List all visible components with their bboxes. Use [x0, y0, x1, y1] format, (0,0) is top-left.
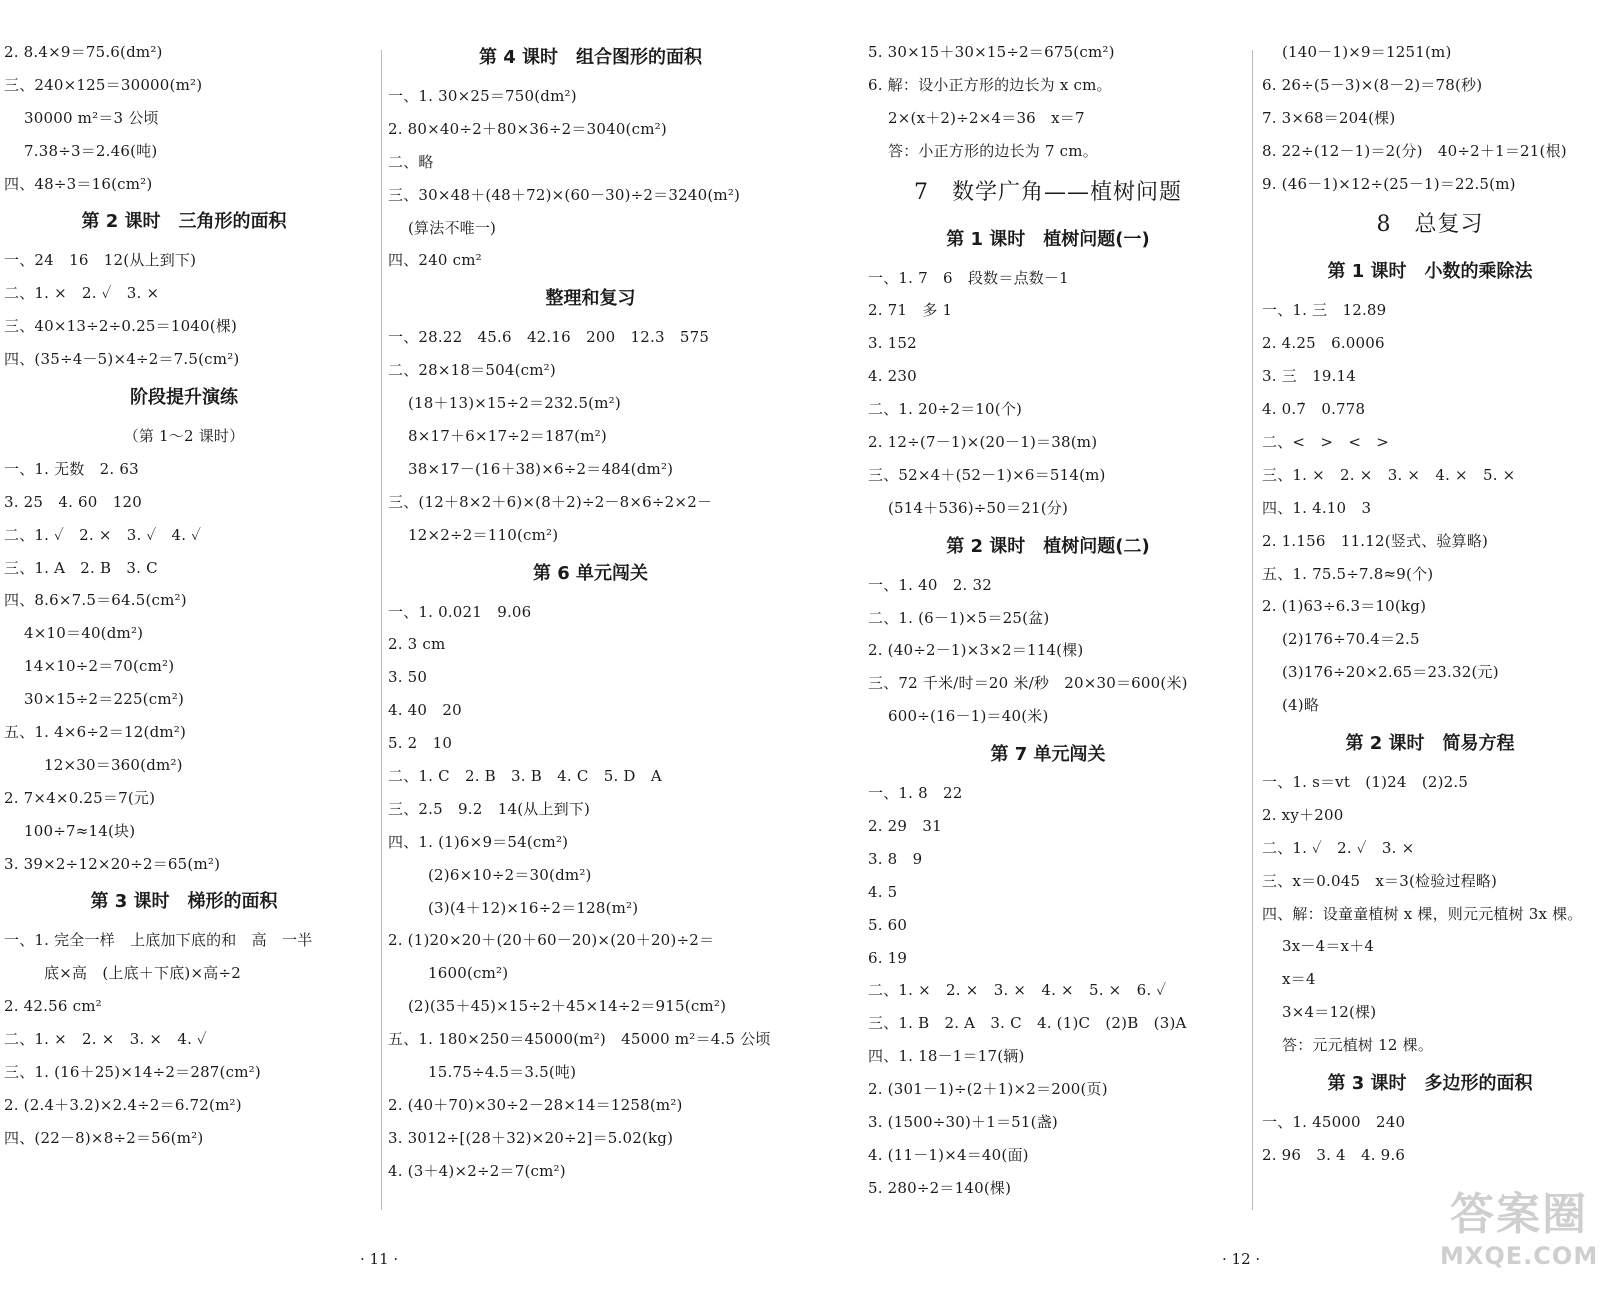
answer-line: 一、1. s＝vt (1)24 (2)2.5: [1262, 773, 1469, 792]
answer-line: 一、1. 8 22: [868, 784, 963, 803]
answer-line: 一、24 16 12(从上到下): [4, 251, 197, 270]
answer-line: 一、1. 三 12.89: [1262, 301, 1387, 320]
watermark-url: MXQE.COM: [1440, 1242, 1599, 1270]
answer-line: 三、1. × 2. × 3. × 4. × 5. ×: [1262, 465, 1516, 484]
answer-line: 四、解：设童童植树 x 棵，则元元植树 3x 棵。: [1262, 904, 1583, 923]
answer-line: 5. 280÷2＝140(棵): [868, 1178, 1012, 1197]
answer-line: 15.75÷4.5＝3.5(吨): [428, 1063, 577, 1082]
answer-line: 4. 0.7̇ 0.778: [1262, 400, 1366, 419]
answer-line: 4. 40 20: [388, 701, 462, 720]
answer-line: 三、(12＋8×2＋6)×(8＋2)÷2－8×6÷2×2－: [388, 492, 713, 511]
answer-line: 100÷7≈14(块): [24, 821, 136, 840]
page-number-left: · 11 ·: [360, 1250, 399, 1268]
answer-line: 3. (1500÷30)＋1＝51(盏): [868, 1113, 1058, 1132]
answer-line: (3)(4＋12)×16÷2＝128(m²): [428, 898, 639, 917]
answer-line: 三、40×13÷2÷0.25＝1040(棵): [4, 317, 238, 336]
answer-line: 一、1. 无数 2. 63: [4, 459, 139, 478]
answer-line: 三、240×125＝30000(m²): [4, 75, 203, 94]
answer-line: 一、1. 30×25＝750(dm²): [388, 87, 577, 105]
section-heading: 第 1 课时 小数的乘除法: [1327, 261, 1533, 283]
answer-line: 四、(22－8)×8÷2＝56(m²): [4, 1128, 204, 1147]
section-heading: 第 3 课时 梯形的面积: [90, 891, 278, 913]
answer-line: 二、1. ✓ 2. ✓ 3. ×: [1262, 838, 1415, 857]
answer-line: 二、1. × 2. ✓ 3. ×: [4, 284, 160, 303]
answer-line: 二、< > < >: [1262, 433, 1390, 452]
answer-line: 二、略: [388, 152, 434, 171]
chapter-title: 8 总复习: [1376, 212, 1484, 238]
answer-line: 2. 96 3. 4 4. 9.6: [1262, 1145, 1406, 1164]
answer-line: 一、28.22 45.6 42.16 200 12.3 575: [388, 328, 710, 347]
answer-line: 2. (40＋70)×30÷2－28×14＝1258(m²): [388, 1095, 683, 1114]
answer-line: 9. (46－1)×12÷(25－1)＝22.5(m): [1262, 174, 1516, 193]
answer-line: 8. 22÷(12－1)＝2(分) 40÷2＋1＝21(根): [1262, 141, 1567, 160]
section-heading: 第 3 课时 多边形的面积: [1327, 1073, 1533, 1095]
answer-line: 三、30×48＋(48＋72)×(60－30)÷2＝3240(m²): [388, 185, 741, 204]
answer-line: 2. (40÷2－1)×3×2＝114(棵): [868, 641, 1084, 660]
answer-line: 4. (3＋4)×2÷2＝7(cm²): [388, 1161, 566, 1180]
answer-line: 4×10＝40(dm²): [24, 624, 144, 643]
answer-line: 4. (11－1)×4＝40(面): [868, 1145, 1029, 1164]
answer-line: 四、8.6×7.5＝64.5(cm²): [4, 591, 187, 610]
answer-line: 6. 19: [868, 948, 908, 967]
answer-line: 2. 42.56 cm²: [4, 997, 102, 1016]
answer-line: (140－1)×9＝1251(m): [1282, 43, 1452, 61]
answer-line: 三、x＝0.045 x＝3(检验过程略): [1262, 871, 1498, 890]
section-heading: 第 2 课时 三角形的面积: [81, 211, 287, 233]
answer-line: 3x－4＝x＋4: [1282, 937, 1375, 956]
answer-line: 四、240 cm²: [388, 251, 482, 270]
answer-line: 三、2.5 9.2 14(从上到下): [388, 799, 591, 818]
answer-line: 2. (301－1)÷(2＋1)×2＝200(页): [868, 1080, 1108, 1099]
answer-line: 8×17＋6×17÷2＝187(m²): [408, 427, 607, 446]
section-heading: 整理和复习: [545, 288, 636, 310]
answer-line: 2. xy＋200: [1262, 805, 1344, 824]
answer-line: 6. 26÷(5－3)×(8－2)＝78(秒): [1262, 75, 1483, 94]
answer-line: 30000 m²＝3 公顷: [24, 108, 159, 127]
answer-line: 2. (2.4＋3.2)×2.4÷2＝6.72(m²): [4, 1095, 242, 1114]
answer-line: 二、1. × 2. × 3. × 4. × 5. × 6. ✓: [868, 981, 1167, 1000]
answer-line: 2. 80×40÷2＋80×36÷2＝3040(cm²): [388, 119, 667, 138]
answer-line: 答：小正方形的边长为 7 cm。: [888, 141, 1098, 160]
answer-line: 600÷(16－1)＝40(米): [888, 707, 1049, 726]
answer-line: (算法不唯一): [408, 218, 497, 237]
answer-line: (2)(35＋45)×15÷2＋45×14÷2＝915(cm²): [408, 997, 727, 1016]
column-divider: [381, 50, 382, 1210]
column-divider: [1252, 50, 1253, 1210]
answer-line: 二、1. (6－1)×5＝25(盆): [868, 608, 1050, 627]
answer-line: 二、28×18＝504(cm²): [388, 361, 556, 380]
section-heading: 第 7 单元闯关: [990, 744, 1106, 766]
answer-line: x＝4: [1282, 970, 1316, 989]
answer-line: 2. 71 多 1: [868, 301, 953, 320]
answer-line: 12×30＝360(dm²): [44, 755, 183, 774]
answer-line: 14×10÷2＝70(cm²): [24, 657, 175, 676]
answer-line: 2. 29 31: [868, 817, 942, 836]
watermark-logo-text: 答案圈: [1450, 1189, 1589, 1240]
answer-line: 四、(35÷4－5)×4÷2＝7.5(cm²): [4, 350, 240, 369]
answer-line: 答：元元植树 12 棵。: [1282, 1036, 1434, 1055]
answer-line: (18＋13)×15÷2＝232.5(m²): [408, 394, 621, 413]
answer-column-2: [388, 36, 793, 1188]
answer-line: 2. (1)20×20＋(20＋60－20)×(20＋20)÷2＝: [388, 931, 715, 950]
answer-line: 三、52×4＋(52－1)×6＝514(m): [868, 465, 1106, 484]
answer-line: 7. 3×68＝204(棵): [1262, 108, 1396, 127]
answer-line: (4)略: [1282, 696, 1320, 715]
answer-line: 7.38÷3＝2.46(吨): [24, 141, 158, 160]
answer-line: 2. 12÷(7－1)×(20－1)＝38(m): [868, 433, 1098, 452]
answer-line: 一、1. 7 6 段数＝点数－1: [868, 268, 1069, 287]
answer-line: 3. 三 19.14: [1262, 367, 1357, 386]
answer-line: 4. 230: [868, 367, 917, 386]
answer-line: (514＋536)÷50＝21(分): [888, 498, 1069, 517]
answer-column-1: [4, 36, 364, 1155]
answer-line: 三、1. B 2. A 3. C 4. (1)C (2)B (3)A: [868, 1014, 1187, 1033]
answer-line: 6. 解：设小正方形的边长为 x cm。: [868, 75, 1112, 94]
answer-line: 3. 25 4. 60 120: [4, 492, 142, 511]
answer-line: (3)176÷20×2.65＝23.32(元): [1282, 663, 1499, 682]
answer-line: 3×4＝12(棵): [1282, 1003, 1377, 1022]
answer-line: 一、1. 0.021 9.06: [388, 602, 532, 621]
section-heading: 第 6 单元闯关: [532, 562, 649, 584]
answer-line: 2. 7×4×0.25＝7(元): [4, 788, 156, 807]
answer-line: 三、1. (16＋25)×14÷2＝287(cm²): [4, 1063, 261, 1082]
section-heading: 第 2 课时 简易方程: [1345, 733, 1515, 755]
answer-line: 三、72 千米/时＝20 米/秒 20×30＝600(米): [868, 674, 1188, 693]
watermark-logo: [1440, 1178, 1598, 1270]
answer-line: 3. 152: [868, 334, 917, 353]
answer-line: 3. 39×2÷12×20÷2＝65(m²): [4, 854, 221, 873]
answer-line: 四、1. (1)6×9＝54(cm²): [388, 832, 569, 851]
section-heading: 阶段提升演练: [130, 387, 238, 409]
answer-line: 二、1. C 2. B 3. B 4. C 5. D A: [388, 767, 662, 786]
answer-line: 五、1. 4×6÷2＝12(dm²): [4, 723, 187, 742]
answer-line: 3. 3012÷[(28＋32)×20÷2]＝5.02(kg): [388, 1128, 674, 1147]
answer-line: 一、1. 45000 240: [1262, 1113, 1406, 1132]
answer-line: 12×2÷2＝110(cm²): [408, 525, 559, 544]
section-heading: 第 1 课时 植树问题(一): [946, 228, 1150, 250]
answer-line: 底×高 (上底＋下底)×高÷2: [44, 964, 241, 983]
answer-line: 四、48÷3＝16(cm²): [4, 174, 153, 193]
answer-line: 二、1. 20÷2＝10(个): [868, 400, 1023, 419]
answer-line: 四、1. 18－1＝17(辆): [868, 1047, 1025, 1066]
chapter-title: 7 数学广角——植树问题: [914, 179, 1182, 205]
answer-line: （第 1～2 课时）: [123, 427, 245, 446]
answer-line: 30×15÷2＝225(cm²): [24, 690, 185, 709]
answer-line: 一、1. 完全一样 上底加下底的和 高 一半: [4, 931, 313, 950]
answer-line: (2)6×10÷2＝30(dm²): [428, 865, 592, 884]
answer-line: 2×(x＋2)÷2×4＝36 x＝7: [888, 108, 1085, 127]
answer-line: 5. 2 10: [388, 734, 453, 753]
answer-line: 二、1. ✓ 2. × 3. ✓ 4. ✓: [4, 525, 202, 544]
answer-line: 3. 8 9: [868, 849, 923, 868]
section-heading: 第 2 课时 植树问题(二): [946, 535, 1150, 557]
answer-line: 2. 8.4×9＝75.6(dm²): [4, 43, 163, 61]
answer-line: 五、1. 75.5÷7.8≈9(个): [1262, 564, 1434, 583]
answer-line: 38×17－(16＋38)×6÷2＝484(dm²): [408, 459, 674, 478]
answer-line: 五、1. 180×250＝45000(m²) 45000 m²＝4.5 公顷: [388, 1030, 771, 1049]
answer-column-3: [868, 36, 1228, 1205]
answer-line: 三、1. A 2. B 3. C: [4, 558, 158, 577]
answer-line: (2)176÷70.4＝2.5: [1282, 630, 1420, 649]
answer-line: 2. (1)63÷6.3＝10(kg): [1262, 597, 1427, 616]
answer-line: 2. 3 cm: [388, 635, 446, 654]
answer-line: 2. 4.25 6.0006: [1262, 334, 1385, 353]
answer-line: 二、1. × 2. × 3. × 4. ✓: [4, 1030, 207, 1049]
page-number-right: · 12 ·: [1222, 1250, 1261, 1268]
answer-line: 5. 30×15＋30×15÷2＝675(cm²): [868, 43, 1115, 61]
answer-column-4: [1262, 36, 1598, 1172]
answer-line: 四、1. 4.10 3: [1262, 498, 1372, 517]
answer-line: 4. 5: [868, 882, 898, 901]
answer-line: 1600(cm²): [428, 964, 509, 983]
answer-line: 一、1. 40 2. 32: [868, 575, 992, 594]
section-heading: 第 4 课时 组合图形的面积: [478, 47, 703, 68]
answer-line: 5. 60: [868, 915, 908, 934]
answer-line: 2. 1.156 11.12(竖式、验算略): [1262, 531, 1489, 550]
answer-line: 3. 50: [388, 668, 428, 687]
